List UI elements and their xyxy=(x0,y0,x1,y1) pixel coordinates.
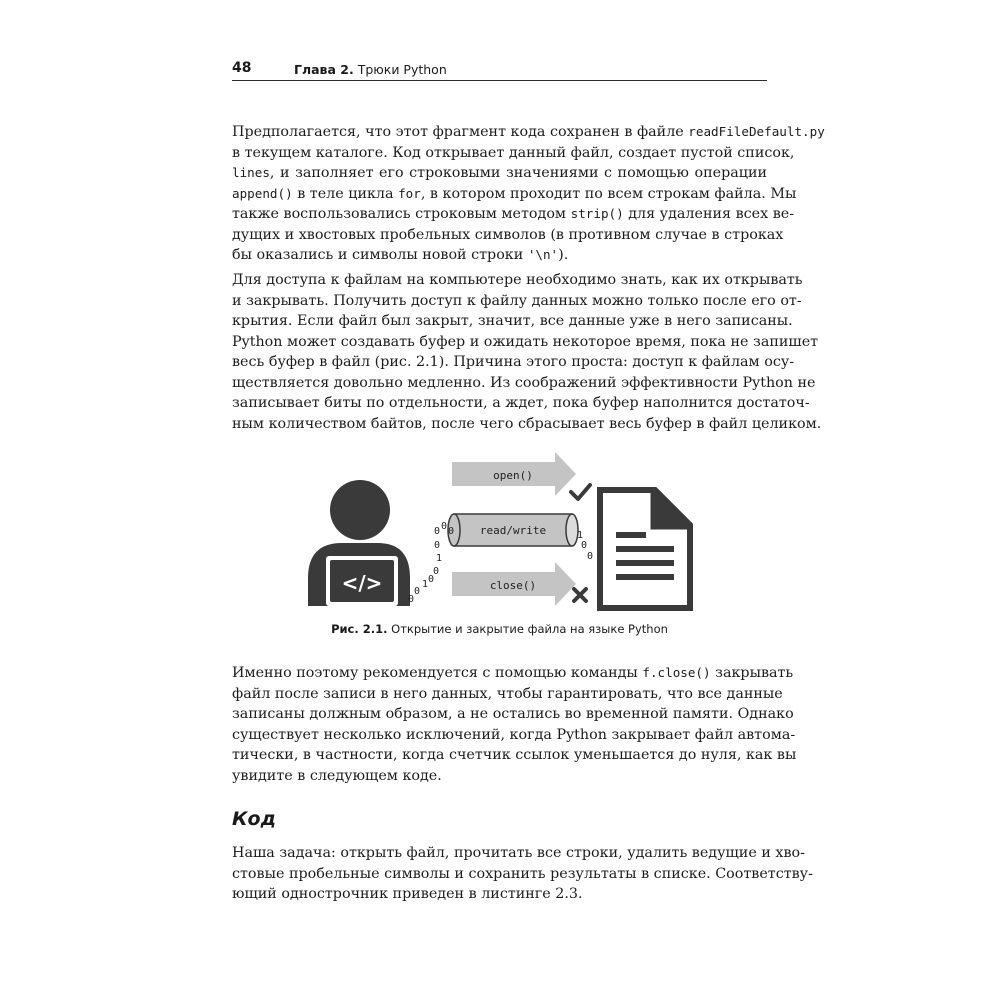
paragraph-line: стовые пробельные символы и сохранить результаты в списке. Соответству- xyxy=(232,865,813,882)
paragraph-line: ным количеством байтов, после чего сбрасывает весь буфер в файл целиком. xyxy=(232,415,822,432)
chapter-heading xyxy=(294,62,447,77)
bit: 1 xyxy=(436,553,443,564)
section-heading: Код xyxy=(232,808,276,830)
laptop-code-symbol: </> xyxy=(341,571,383,595)
paragraph-line: тически, в частности, когда счетчик ссылок уменьшается до нуля, как вы xyxy=(232,747,797,763)
inline-code: lines xyxy=(232,165,270,180)
paragraph-line: Наша задача: открыть файл, прочитать все строки, удалить ведущие и хво- xyxy=(232,845,805,861)
paragraph-1 xyxy=(232,122,825,266)
inline-code: for xyxy=(398,185,421,201)
paragraph-line: крытия. Если файл был закрыт, значит, все данные уже в него записаны. xyxy=(232,313,793,329)
open-label: open() xyxy=(493,469,533,482)
bit: 0 xyxy=(433,566,440,577)
open-arrow xyxy=(452,452,576,496)
inline-code: strip() xyxy=(570,206,624,221)
running-header xyxy=(232,60,767,82)
laptop-icon xyxy=(326,556,398,606)
bit: 0 xyxy=(448,526,455,537)
paragraph-line: ющий однострочник приведен в листинге 2.3. xyxy=(232,886,583,902)
paragraph-4 xyxy=(232,843,813,905)
inline-code: append() xyxy=(232,185,293,201)
text-run: в теле цикла xyxy=(292,185,399,202)
bit: 0 xyxy=(434,540,441,551)
text-run: , в котором проходит по всем строкам файла. Мы xyxy=(420,185,797,202)
read-write-pipe xyxy=(448,514,578,546)
check-icon xyxy=(571,485,590,499)
text-run: ). xyxy=(558,247,569,263)
text-run: , и заполняет его строковыми значениями с помощью операции xyxy=(269,165,767,181)
chapter-label: Глава 2. xyxy=(294,62,354,77)
page-number: 48 xyxy=(232,60,252,76)
close-arrow xyxy=(452,562,576,606)
bit: 1 xyxy=(577,530,584,541)
paragraph-line: ществляется довольно медленно. Из соображений эффективности Python не xyxy=(232,374,816,391)
bit: 1 xyxy=(422,579,429,590)
inline-code: readFileDefault.py xyxy=(688,124,825,139)
caption-text: Открытие и закрытие файла на языке Python xyxy=(391,622,668,636)
paragraph-line xyxy=(232,122,825,143)
paragraph-line: файл после записи в него данных, чтобы гарантировать, что все данные xyxy=(232,685,783,702)
inline-code: f.close() xyxy=(642,665,711,680)
figure-file-open-close xyxy=(300,448,700,618)
bit: 0 xyxy=(587,551,594,562)
paragraph-line: дущих и хвостовых пробельных символов (в противном случае в строках xyxy=(232,226,784,243)
text-run: закрывать xyxy=(710,665,794,681)
bits-right xyxy=(577,530,593,562)
bit: 0 xyxy=(434,526,441,537)
bit: 0 xyxy=(441,521,448,532)
caption-label: Рис. 2.1. xyxy=(331,622,388,636)
paragraph-line: увидите в следующем коде. xyxy=(232,767,442,784)
bit: 0 xyxy=(414,586,421,597)
text-run: также воспользовались строковым методом xyxy=(232,206,571,222)
paragraph-3 xyxy=(232,663,797,786)
bit: 0 xyxy=(581,540,588,551)
paragraph-line xyxy=(232,184,797,205)
cross-icon xyxy=(574,589,586,601)
read-write-label: read/write xyxy=(479,524,547,537)
header-rule xyxy=(232,80,767,81)
figure-diagram xyxy=(300,448,700,618)
inline-code: '\n' xyxy=(527,247,559,262)
paragraph-line: Python может создавать буфер и ожидать некоторое время, пока не запишет xyxy=(232,333,819,350)
paragraph-line xyxy=(232,163,767,184)
paragraph-line: Для доступа к файлам на компьютере необходимо знать, как их открывать xyxy=(232,272,803,288)
chapter-title: Трюки Python xyxy=(357,62,447,77)
close-label: close() xyxy=(489,579,537,592)
document-icon xyxy=(600,490,690,608)
paragraph-line: в текущем каталоге. Код открывает данный файл, создает пустой список, xyxy=(232,144,795,161)
paragraph-line: записывает биты по отдельности, а ждет, пока буфер наполнится достаточ- xyxy=(232,395,810,411)
bit: 0 xyxy=(408,594,415,605)
paragraph-line: весь буфер в файл (рис. 2.1). Причина этого проста: доступ к файлам осу- xyxy=(232,354,795,370)
text-run: Предполагается, что этот фрагмент кода сохранен в файле xyxy=(232,124,689,140)
paragraph-line xyxy=(232,663,794,684)
text-run: Именно поэтому рекомендуется с помощью команды xyxy=(232,665,643,681)
text-run: для удаления всех ве- xyxy=(623,206,795,222)
paragraph-line: и закрывать. Получить доступ к файлу данных можно только после его от- xyxy=(232,292,802,309)
paragraph-2 xyxy=(232,270,822,434)
text-run: бы оказались и символы новой строки xyxy=(232,247,528,263)
paragraph-line: записаны должным образом, а не остались во временной памяти. Однако xyxy=(232,706,794,722)
bits-left xyxy=(408,521,454,605)
paragraph-line xyxy=(232,204,795,225)
paragraph-line xyxy=(232,245,767,266)
figure-caption xyxy=(232,622,767,636)
bit: 0 xyxy=(428,574,435,585)
paragraph-line: существует несколько исключений, когда Python закрывает файл автома- xyxy=(232,726,796,743)
